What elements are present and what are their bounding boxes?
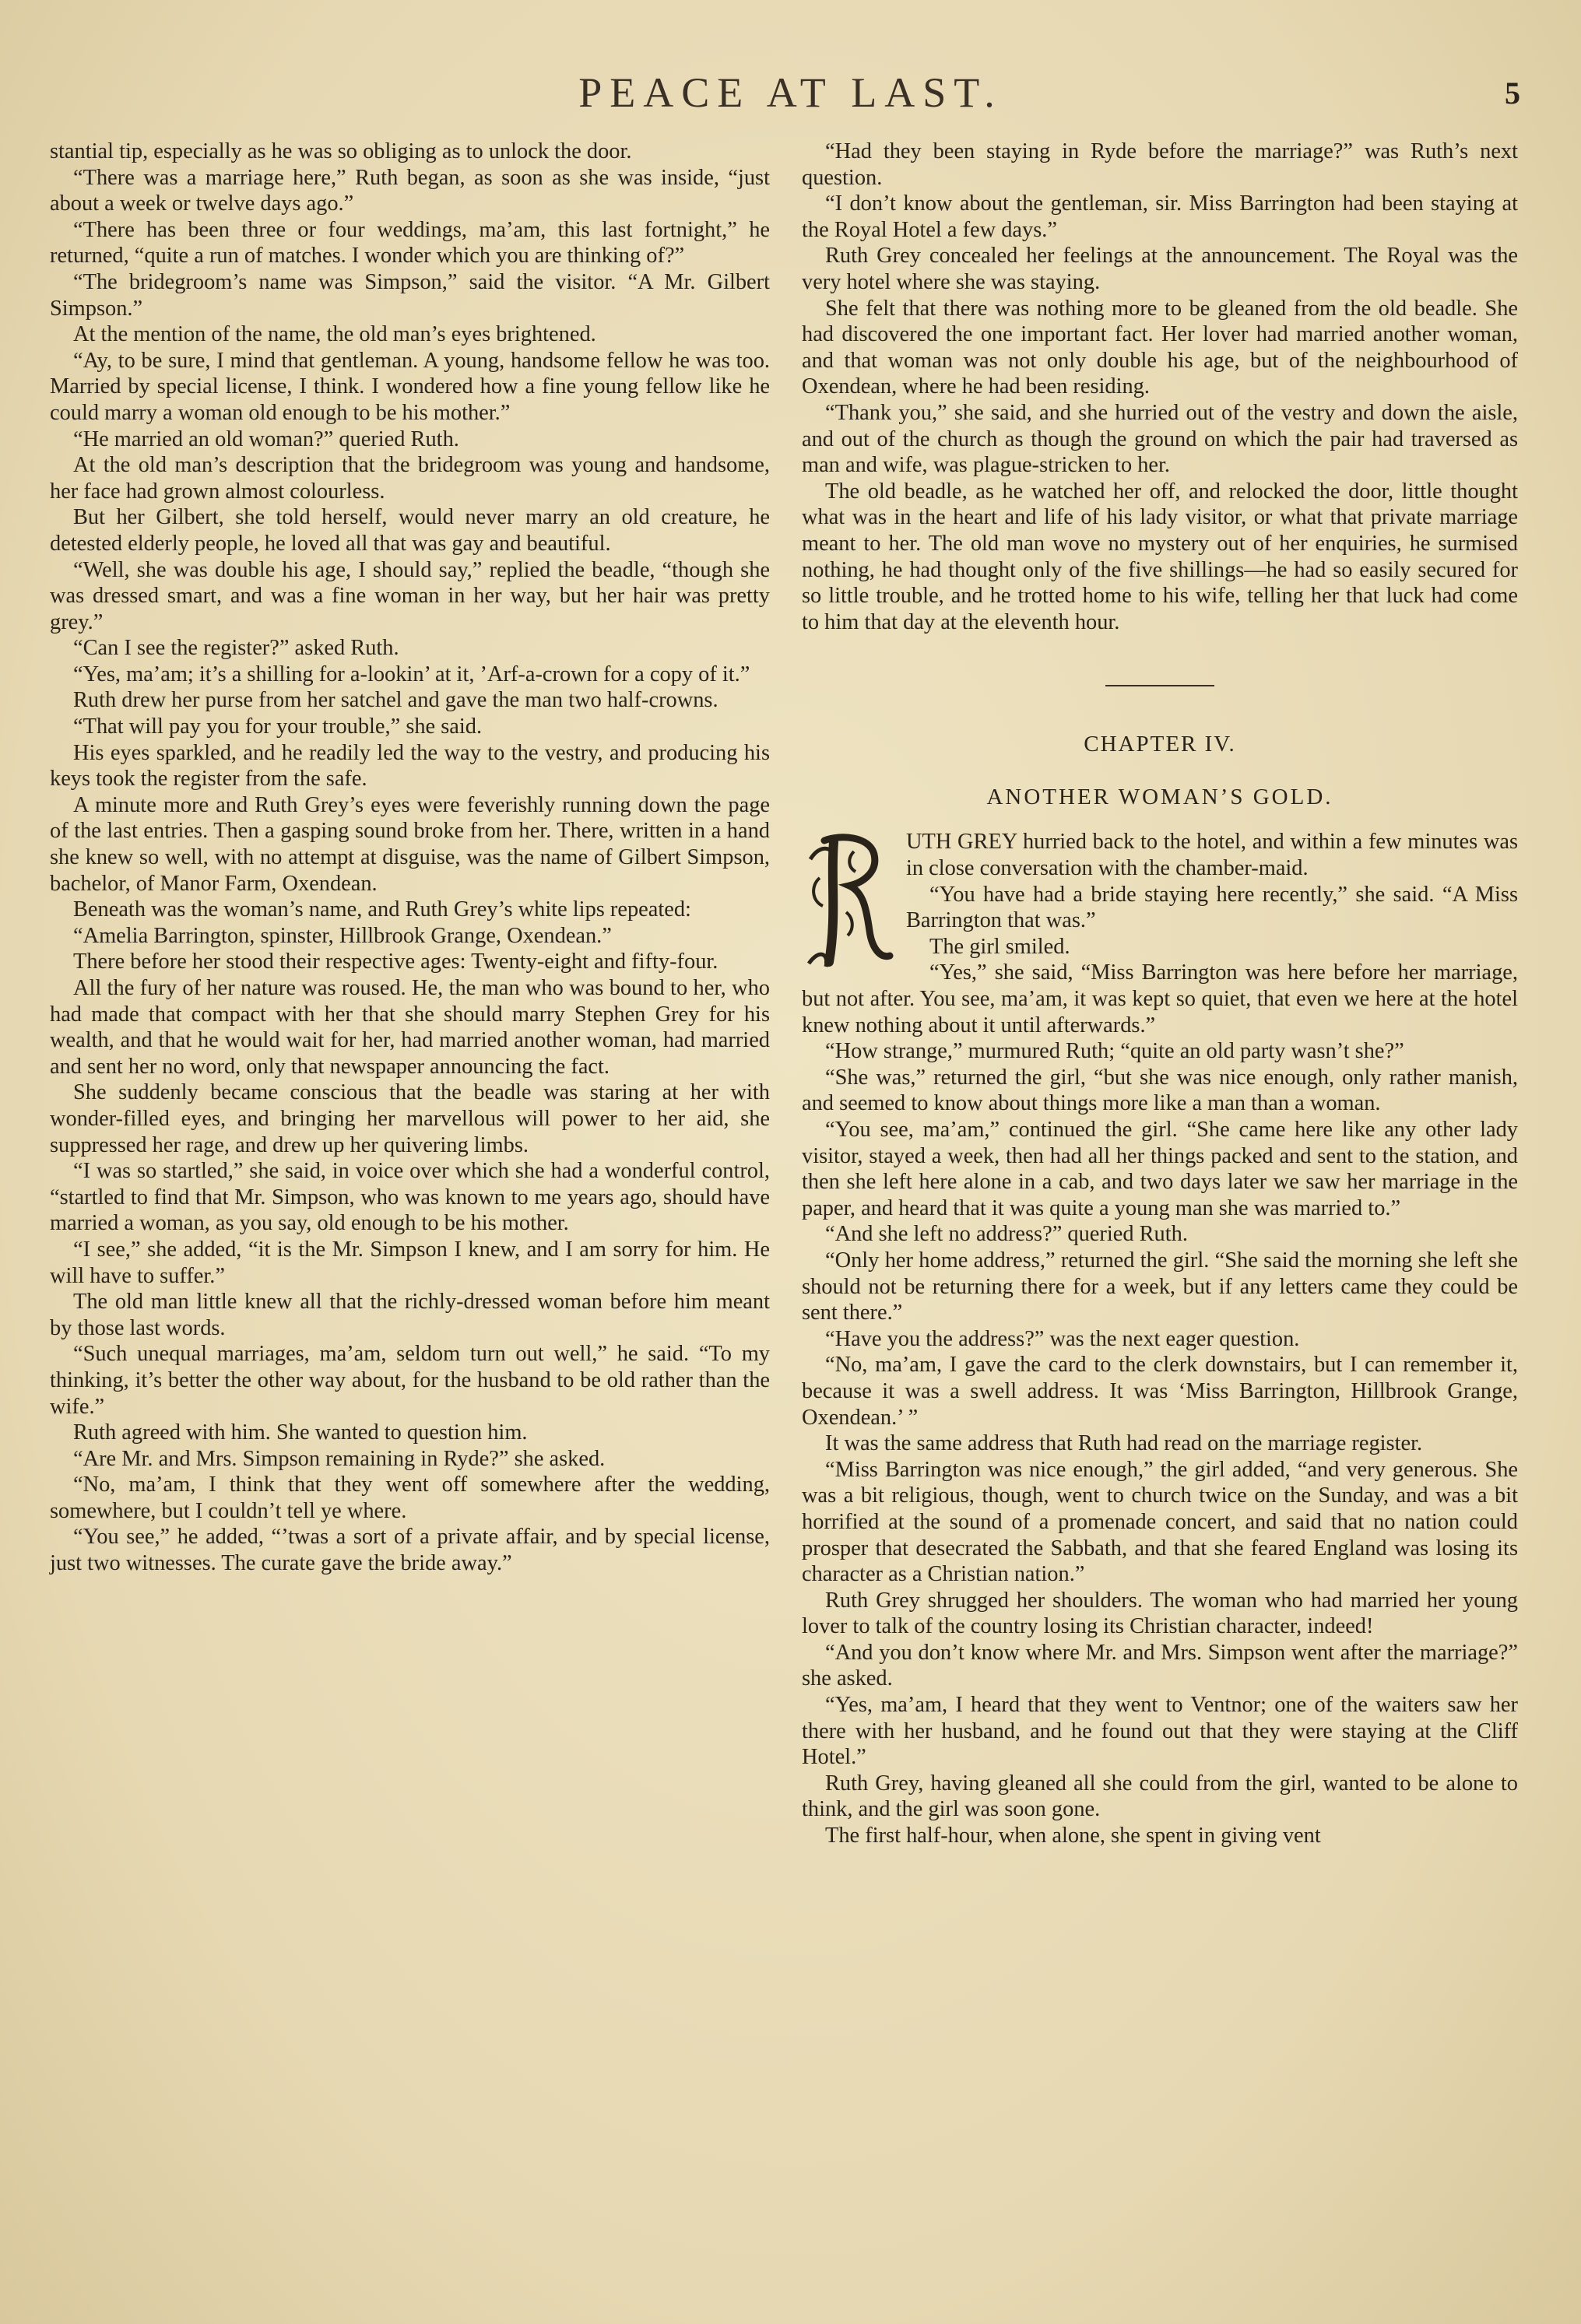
right-column-bottom-text	[802, 882, 1518, 1849]
paragraph: His eyes sparkled, and he readily led the way to the vestry, and producing his keys took the register from the safe.	[50, 740, 770, 792]
paragraph: “Thank you,” she said, and she hurried out of the vestry and down the aisle, and out of the church as though the ground on which the pair had traversed as man and wife, was plague-stricken to her.	[802, 400, 1518, 478]
paragraph: “Amelia Barrington, spinster, Hillbrook Grange, Oxendean.”	[73, 923, 612, 948]
paragraph: Beneath was the woman’s name, and Ruth Grey’s white lips repeated:	[73, 897, 691, 922]
left-column	[50, 139, 770, 1577]
paragraph: Ruth Grey, having gleaned all she could from the girl, wanted to be alone to think, and the girl was soon gone.	[802, 1771, 1518, 1822]
paragraph: “Only her home address,” returned the girl. “She said the morning she left she should not be returning there for a week, but if any letters came they could be sent there.”	[802, 1248, 1518, 1325]
page-number: 5	[1505, 75, 1520, 111]
paragraph: All the fury of her nature was roused. He, the man who was bound to her, who had made that compact with her that she should marry Stephen Grey for his wealth, and that he would wait for her, had married another woman, had married and sent her no word, only that newspaper announcing the fact.	[50, 976, 770, 1079]
paragraph: “There has been three or four weddings, ma’am, this last fortnight,” he returned, “quite a run of matches. I wonder which you are thinking of?”	[50, 217, 770, 269]
paragraph: She suddenly became conscious that the beadle was staring at her with wonder-filled eyes, and bringing her marvellous will power to her aid, she suppressed her rage, and drew up her quivering limbs.	[50, 1080, 770, 1157]
paragraph: “Are Mr. and Mrs. Simpson remaining in Ryde?” she asked.	[73, 1446, 606, 1471]
paragraph: “I don’t know about the gentleman, sir. Miss Barrington had been staying at the Royal Hotel a few days.”	[802, 191, 1518, 242]
paragraph: “No, ma’am, I think that they went off somewhere after the wedding, somewhere, but I couldn’t tell ye where.	[50, 1473, 770, 1523]
paragraph: She felt that there was nothing more to be gleaned from the old beadle. She had discovered the one important fact. Her lover had married another woman, and that woman was not only double his age, but of the neighbourhood of Oxendean, where he had been residing.	[802, 296, 1518, 399]
paragraph: “Miss Barrington was nice enough,” the girl added, “and very generous. She was a bit religious, though, went to church twice on the Sunday, and was a bit horrified at the sound of a promenade concert, and said that no nation could prosper that desecrated the Sabbath, and that she feared England was losing its character as a Christian nation.”	[802, 1457, 1518, 1587]
paragraph: “That will pay you for your trouble,” she said.	[73, 714, 483, 739]
paragraph: The old beadle, as he watched her off, and relocked the door, little thought what was in the heart and life of his lady visitor, or what that private marriage meant to her. The old man wove no mystery out of her enquiries, he surmised nothing, he had thought only of the five shillings—he had so easily secured for so little trouble, and he trotted home to his wife, telling her that luck had come to him that day at the eleventh hour.	[802, 479, 1518, 634]
paragraph: At the old man’s description that the bridegroom was young and handsome, her face had grown almost colourless.	[50, 453, 770, 504]
paragraph: “You see, ma’am,” continued the girl. “She came here like any other lady visitor, stayed a week, then had all her things packed and sent to the station, and then she left here alone in a cab, and two days later we saw her marriage in the paper, and heard that it was quite a young man she was married to.”	[802, 1118, 1518, 1220]
section-divider	[1105, 685, 1214, 686]
paragraph: stantial tip, especially as he was so obliging as to unlock the door.	[50, 139, 632, 163]
paragraph: Ruth Grey concealed her feelings at the announcement. The Royal was the very hotel where she was staying.	[802, 244, 1518, 294]
paragraph: “Well, she was double his age, I should say,” replied the beadle, “though she was dressed smart, and was a fine woman in her way, but her hair was pretty grey.”	[50, 557, 770, 634]
drop-cap-letter-icon	[802, 830, 895, 972]
paragraph: There before her stood their respective ages: Twenty-eight and fifty-four.	[73, 950, 718, 974]
chapter-opening	[802, 829, 1518, 881]
paragraph: A minute more and Ruth Grey’s eyes were feverishly running down the page of the last entries. Then a gasping sound broke from her. There, written in a hand she knew so well, with no attempt at disguise, was the name of Gilbert Simpson, bachelor, of Manor Farm, Oxendean.	[50, 792, 770, 896]
paragraph: “Yes, ma’am, I heard that they went to Ventnor; one of the waiters saw her there with her husband, and he found out that they were staying at the Cliff Hotel.”	[802, 1693, 1518, 1770]
paragraph: “Yes,” she said, “Miss Barrington was here before her marriage, but not after. You see, ma’am, it was kept so quiet, that even we here at the hotel knew nothing about it until afterwards.”	[802, 960, 1518, 1037]
chapter-number: CHAPTER IV.	[1084, 732, 1236, 757]
paragraph: Ruth drew her purse from her satchel and gave the man two half-crowns.	[73, 688, 718, 713]
paragraph: At the mention of the name, the old man’s eyes brightened.	[73, 322, 596, 347]
paragraph: Ruth Grey shrugged her shoulders. The woman who had married her young lover to talk of the country losing its Christian character, indeed!	[802, 1588, 1518, 1639]
paragraph: “The bridegroom’s name was Simpson,” said the visitor. “A Mr. Gilbert Simpson.”	[50, 269, 770, 321]
paragraph: The old man little knew all that the richly-dressed woman before him meant by those last words.	[50, 1290, 770, 1340]
running-title: PEACE AT LAST.	[578, 69, 1003, 116]
paragraph: “There was a marriage here,” Ruth began, as soon as she was inside, “just about a week or twelve days ago.”	[50, 165, 770, 216]
paragraph: “How strange,” murmured Ruth; “quite an old party wasn’t she?”	[825, 1039, 1404, 1064]
chapter-title: ANOTHER WOMAN’S GOLD.	[986, 784, 1333, 809]
paragraph: “Such unequal marriages, ma’am, seldom turn out well,” he said. “To my thinking, it’s better the other way about, for the husband to be old rather than the wife.”	[50, 1342, 770, 1419]
paragraph: “I was so startled,” she said, in voice over which she had a wonderful control, “startled to find that Mr. Simpson, who was known to me years ago, should have married a woman, as you say, old enough to be his mother.	[50, 1159, 770, 1236]
paragraph: “I see,” she added, “it is the Mr. Simpson I knew, and I am sorry for him. He will have to suffer.”	[50, 1237, 770, 1288]
right-column-top-text	[802, 139, 1518, 635]
paragraph: “Had they been staying in Ryde before the marriage?” was Ruth’s next question.	[802, 139, 1518, 190]
paragraph: “No, ma’am, I gave the card to the clerk downstairs, but I can remember it, because it was a swell address. It was ‘Miss Barrington, Hillbrook Grange, Oxendean.’ ”	[802, 1353, 1518, 1430]
paragraph: The girl smiled.	[929, 934, 1070, 959]
right-column	[802, 139, 1518, 1849]
paragraph: “Have you the address?” was the next eager question.	[825, 1326, 1300, 1351]
paragraph: But her Gilbert, she told herself, would never marry an old creature, he detested elderly people, he loved all that was gay and beautiful.	[50, 505, 770, 556]
paragraph: “You have had a bride staying here recently,” she said. “A Miss Barrington that was.”	[906, 882, 1518, 933]
paragraph: “You see,” he added, “’twas a sort of a private affair, and by special license, just two witnesses. The curate gave the bride away.”	[50, 1525, 770, 1576]
paragraph: “She was,” returned the girl, “but she was nice enough, only rather manish, and seemed to know about things more like a man than a woman.	[802, 1065, 1518, 1116]
paragraph: The first half-hour, when alone, she spent in giving vent	[825, 1824, 1321, 1848]
paragraph: “And you don’t know where Mr. and Mrs. Simpson went after the marriage?” she asked.	[802, 1640, 1518, 1691]
paragraph: It was the same address that Ruth had read on the marriage register.	[825, 1431, 1423, 1456]
paragraph: “Yes, ma’am; it’s a shilling for a-lookin’ at it, ’Arf-a-crown for a copy of it.”	[73, 662, 750, 686]
paragraph: “And she left no address?” queried Ruth.	[825, 1222, 1188, 1247]
paragraph: “Can I see the register?” asked Ruth.	[73, 636, 399, 661]
paragraph: “Ay, to be sure, I mind that gentleman. A young, handsome fellow he was too. Married by special license, I think. I wondered how a fine young fellow like he could marry a woman old enough to be his mother.”	[50, 348, 770, 425]
paragraph: “He married an old woman?” queried Ruth.	[73, 427, 459, 451]
chapter-first-paragraph: UTH GREY hurried back to the hotel, and within a few minutes was in close conversation with the chamber-maid.	[906, 830, 1518, 881]
paragraph: Ruth agreed with him. She wanted to question him.	[73, 1420, 528, 1445]
